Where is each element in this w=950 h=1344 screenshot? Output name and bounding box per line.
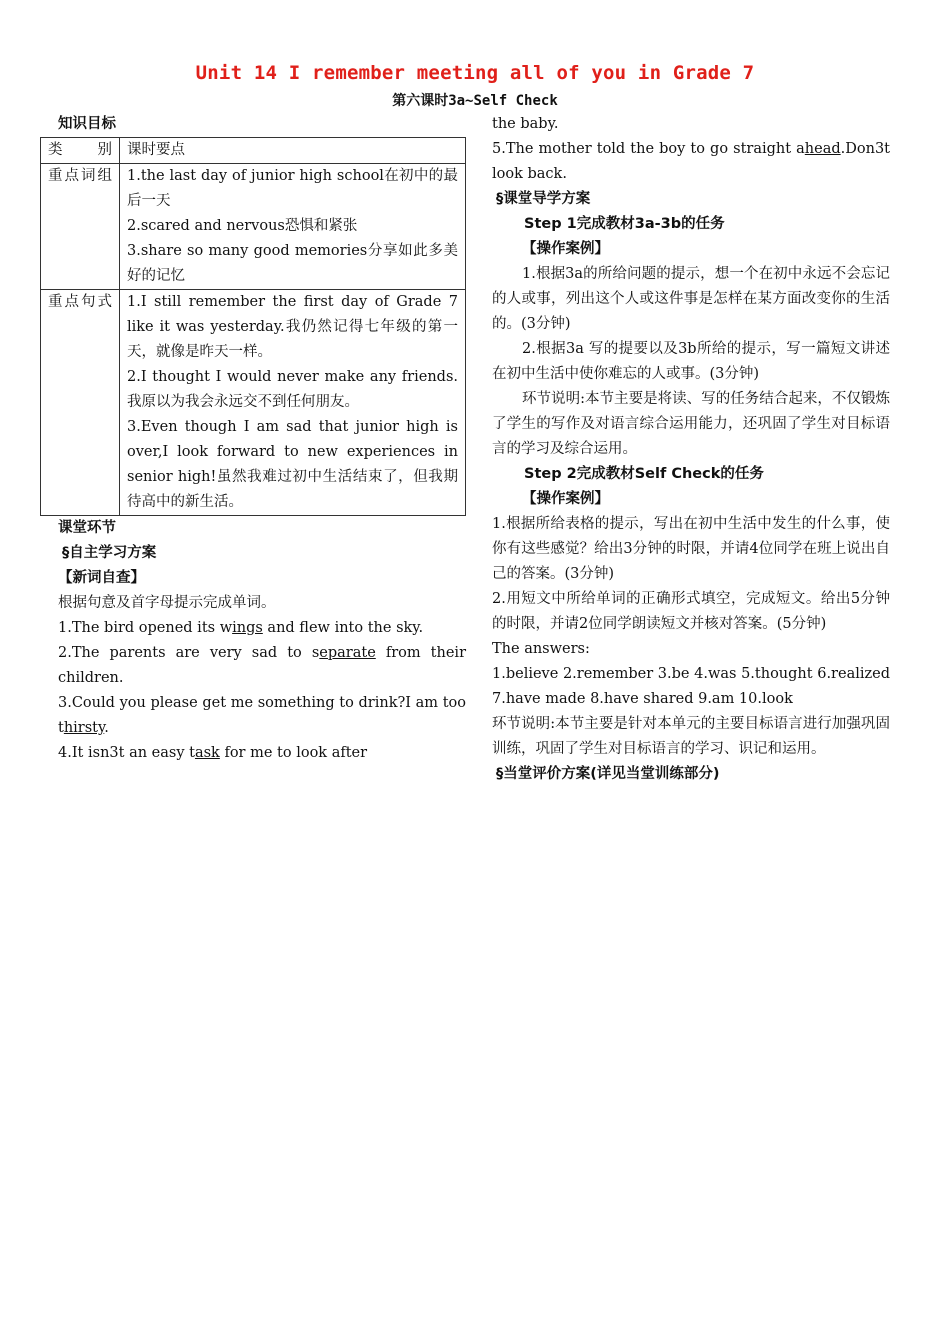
- case1-heading: 【操作案例】: [522, 241, 609, 257]
- q1-answer: ings: [232, 620, 263, 636]
- q1-text-end: and flew into the sky.: [262, 620, 424, 636]
- guide-heading: §课堂导学方案: [496, 191, 591, 207]
- step1-paragraph: 1.根据3a的所给问题的提示，想一个在初中永远不会忘记的人或事，列出这个人或这件事是怎样在某方面改变你的生活的。(3分钟): [492, 266, 890, 332]
- new-words-heading: 【新词自查】: [58, 570, 145, 586]
- q2-answer: eparate: [319, 645, 376, 661]
- phrase-item: 1.the last day of junior high school在初中的最后一天: [127, 168, 458, 209]
- knowledge-table: [40, 137, 466, 516]
- right-column: [492, 112, 890, 787]
- step1-heading: Step 1完成教材3a-3b的任务: [524, 216, 725, 232]
- instruction-text: 根据句意及首字母提示完成单词。: [58, 595, 276, 611]
- q3-answer: hirsty: [63, 720, 105, 736]
- class-heading: 课堂环节: [58, 520, 116, 536]
- table-header-row: [41, 138, 466, 164]
- q1-text: 1.The bird opened its w: [58, 620, 233, 636]
- evaluation-heading: §当堂评价方案(详见当堂训练部分): [496, 766, 720, 782]
- table-header-points: 课时要点: [120, 138, 466, 164]
- answers-list: 1.believe 2.remember 3.be 4.was 5.thought 6.realized 7.have made 8.have shared 9.am 10.look: [492, 666, 890, 707]
- step2-paragraph: 2.用短文中所给单词的正确形式填空，完成短文。给出5分钟的时限，并请2位同学朗读短文并核对答案。(5分钟): [492, 591, 890, 632]
- exercise-item: [58, 641, 466, 691]
- step2-paragraph: 1.根据所给表格的提示，写出在初中生活中发生的什么事，使你有这些感觉？给出3分钟的时限，并请4位同学在班上说出自己的答案。(3分钟): [492, 516, 890, 582]
- step1-paragraph: 2.根据3a 写的提要以及3b所给的提示，写一篇短文讲述在初中生活中使你难忘的人或事。(3分钟): [492, 341, 890, 382]
- row-label-phrases: 重点词组: [41, 164, 120, 290]
- q3-text: 3.Could you please get me something to drink?I am too t: [58, 695, 466, 736]
- exercise-item: [58, 616, 466, 641]
- q5-text-end: .Don3t look back.: [492, 141, 890, 182]
- sentence-item: 1.I still remember the first day of Grade 7 like it was yesterday.我仍然记得七年级的第一天，就像是昨天一样。: [127, 294, 458, 360]
- q4-text-end: for me to look after: [219, 745, 368, 761]
- q2-text: 2.The parents are very sad to s: [58, 645, 320, 661]
- phrase-item: 3.share so many good memories分享如此多美好的记忆: [127, 243, 458, 284]
- row-sentences-content: [120, 290, 466, 516]
- step1-note: 环节说明:本节主要是将读、写的任务结合起来，不仅锻炼了学生的写作及对语言综合运用能力，还巩固了学生对目标语言的学习及综合运用。: [492, 391, 890, 457]
- q4-continuation: the baby.: [492, 116, 559, 132]
- table-header-category: 类别: [41, 138, 120, 164]
- sentence-item: 3.Even though I am sad that junior high is over,I look forward to new experiences in senior high!虽然我难过初中生活结束了，但我期待高中的新生活。: [127, 419, 458, 510]
- q5-text: 5.The mother told the boy to go straight a: [492, 141, 805, 157]
- table-row: [41, 290, 466, 516]
- answers-label: The answers:: [492, 641, 590, 657]
- exercise-item: [492, 137, 890, 187]
- step2-note: 环节说明:本节主要是针对本单元的主要目标语言进行加强巩固训练，巩固了学生对目标语言的学习、识记和运用。: [492, 716, 890, 757]
- exercise-item: [58, 691, 466, 741]
- row-phrases-content: [120, 164, 466, 290]
- row-label-sentences: 重点句式: [41, 290, 120, 516]
- step2-heading: Step 2完成教材Self Check的任务: [524, 466, 764, 482]
- case2-heading: 【操作案例】: [522, 491, 609, 507]
- q2-text-end: from their children.: [58, 645, 467, 686]
- exercise-item: [58, 741, 466, 766]
- q5-answer: head: [804, 141, 841, 157]
- goals-heading: 知识目标: [58, 116, 116, 132]
- q4-answer: ask: [194, 745, 220, 761]
- self-study-heading: §自主学习方案: [62, 545, 157, 561]
- q3-text-end: .: [104, 720, 109, 736]
- lesson-subtitle: 第六课时3a~Self Check: [392, 93, 558, 109]
- left-column: [48, 112, 467, 766]
- phrase-item: 2.scared and nervous恐惧和紧张: [127, 218, 358, 234]
- table-row: [41, 164, 466, 290]
- document-title: Unit 14 I remember meeting all of you in Grade 7: [195, 62, 755, 84]
- sentence-item: 2.I thought I would never make any friends.我原以为我会永远交不到任何朋友。: [127, 369, 458, 410]
- q4-text: 4.It isn3t an easy t: [58, 745, 195, 761]
